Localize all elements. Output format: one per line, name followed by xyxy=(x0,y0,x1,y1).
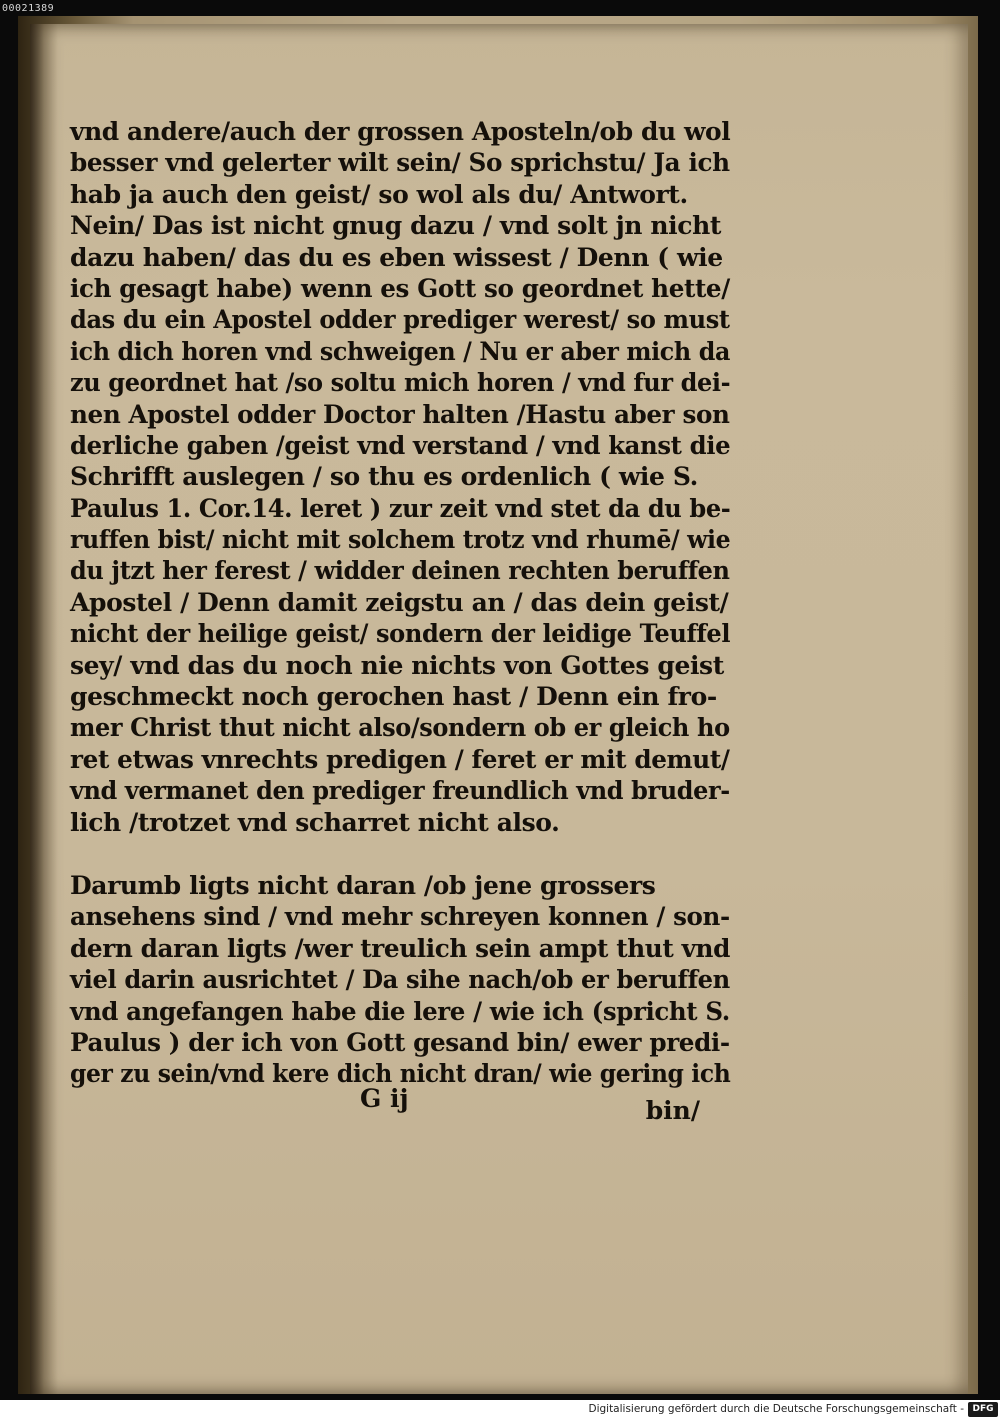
text-line: dazu haben/ das du es eben wissest / Denn ( wie xyxy=(70,242,723,272)
scan-id-label: 00021389 xyxy=(2,3,55,14)
text-line: geschmeckt noch gerochen hast / Denn ein fro- xyxy=(70,682,717,712)
text-line: Paulus 1. Cor.14. leret ) zur zeit vnd stet da du be- xyxy=(70,493,731,523)
text-line: Paulus ) der ich von Gott gesand bin/ ewer predi- xyxy=(70,1027,730,1057)
text-line: du jtzt her ferest / widder deinen rechten beruffen xyxy=(70,556,730,586)
text-line: lich /trotzet vnd scharret nicht also. xyxy=(70,807,560,837)
page-gutter-shadow xyxy=(30,24,58,1394)
page-bottom-line xyxy=(360,1084,740,1124)
funding-credit: Digitalisierung gefördert durch die Deutsche Forschungsgemeinschaft - xyxy=(588,1403,964,1415)
footer-bar xyxy=(0,1400,1000,1420)
text-line: nicht der heilige geist/ sondern der leidige Teuffel xyxy=(70,619,731,649)
text-line: derliche gaben /geist vnd verstand / vnd kanst die xyxy=(70,430,731,460)
text-line: Nein/ Das ist nicht gnug dazu / vnd solt jn nicht xyxy=(70,211,722,241)
text-line: Apostel / Denn damit zeigstu an / das dein geist/ xyxy=(70,587,729,617)
text-line: nen Apostel odder Doctor halten /Hastu aber son xyxy=(70,399,730,429)
text-line: ansehens sind / vnd mehr schreyen konnen / son- xyxy=(70,902,730,932)
text-line: mer Christ thut nicht also/sondern ob er gleich ho xyxy=(70,713,730,743)
text-line: ich gesagt habe) wenn es Gott so geordnet hette/ xyxy=(70,273,730,303)
text-line: ret etwas vnrechts predigen / feret er mit demut/ xyxy=(70,744,730,774)
text-line: besser vnd gelerter wilt sein/ So sprichstu/ Ja ich xyxy=(70,148,730,178)
book-page xyxy=(30,24,968,1394)
text-line: Darumb ligts nicht daran /ob jene grossers xyxy=(70,870,656,900)
text-line: hab ja auch den geist/ so wol als du/ Antwort. xyxy=(70,179,688,209)
paragraph-gap xyxy=(70,838,730,870)
text-line: vnd andere/auch der grossen Aposteln/ob du wol xyxy=(70,117,731,146)
text-line: dern daran ligts /wer treulich sein ampt thut vnd xyxy=(70,933,730,963)
text-line: ger zu sein/vnd kere dich nicht dran/ wie gering ich xyxy=(70,1059,731,1089)
text-line: viel darin ausrichtet / Da sihe nach/ob er beruffen xyxy=(70,965,730,995)
text-line: das du ein Apostel odder prediger werest/ so must xyxy=(70,305,730,335)
text-line: sey/ vnd das du noch nie nichts von Gottes geist xyxy=(70,650,724,680)
text-line: zu geordnet hat /so soltu mich horen / vnd fur dei- xyxy=(70,368,731,398)
text-line: vnd vermanet den prediger freundlich vnd bruder- xyxy=(70,776,730,806)
text-line: vnd angefangen habe die lere / wie ich (spricht S. xyxy=(70,996,730,1026)
text-line: Schrifft auslegen / so thu es ordenlich ( wie S. xyxy=(70,462,698,492)
text-line: ich dich horen vnd schweigen / Nu er aber mich da xyxy=(70,336,730,366)
text-line: ruffen bist/ nicht mit solchem trotz vnd rhumē/ wie xyxy=(70,525,731,555)
catchword: bin/ xyxy=(645,1096,700,1125)
signature-mark: G ij xyxy=(360,1084,409,1113)
dfg-logo: DFG xyxy=(968,1402,998,1417)
page-text xyxy=(70,116,730,1090)
